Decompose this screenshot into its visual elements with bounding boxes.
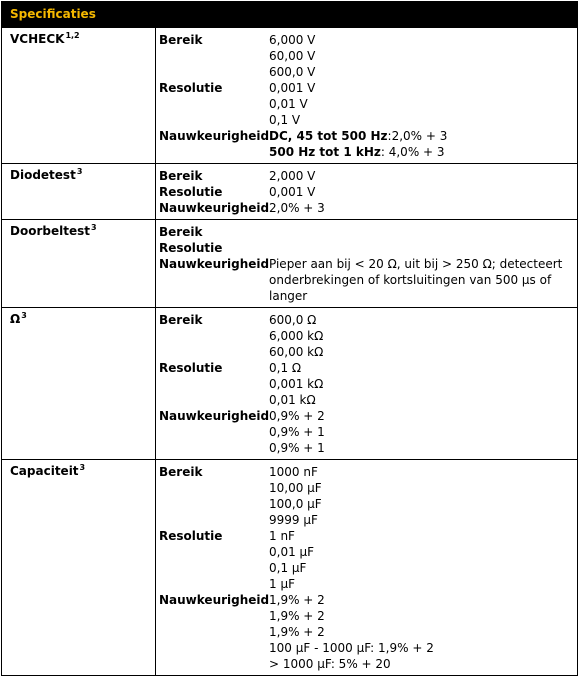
spec-value: 1000 nF [269,465,318,479]
spec-row-details [156,164,578,220]
spec-group-key: Nauwkeurigheid [159,201,270,215]
spec-value: 0,001 V [269,185,316,199]
spec-row-label [2,28,156,164]
spec-group-values [269,408,573,456]
spec-group [159,224,573,240]
spec-group-values [269,80,573,128]
spec-value: 2,0% + 3 [269,201,325,215]
spec-row [2,460,578,676]
spec-group [159,128,573,160]
spec-group [159,408,573,456]
spec-group-key: Bereik [159,169,203,183]
spec-value: 100 μF - 1000 μF: 1,9% + 2 [269,641,434,655]
spec-value: 0,1 Ω [269,361,302,375]
spec-value: 100,0 μF [269,497,322,511]
footnote-marker: 3 [21,311,27,320]
spec-group-key: Resolutie [159,361,223,375]
spec-value-condition: 500 Hz tot 1 kHz [269,145,381,159]
spec-name: Diodetest [10,168,76,182]
spec-group-key: Bereik [159,33,203,47]
spec-group-values [269,32,573,80]
spec-group-key: Resolutie [159,185,223,199]
spec-group [159,360,573,408]
spec-group-values [269,312,573,360]
spec-group-values [269,360,573,408]
spec-group-key: Bereik [159,225,203,239]
spec-value: 1,9% + 2 [269,593,325,607]
spec-group-values [269,256,573,304]
spec-value: 600,0 Ω [269,313,317,327]
spec-group [159,200,573,216]
spec-value: 1 μF [269,577,295,591]
spec-value: 6,000 V [269,33,316,47]
spec-value: 0,9% + 1 [269,441,325,455]
spec-group [159,256,573,304]
spec-row-details [156,28,578,164]
spec-group-values [269,528,573,592]
spec-row-label [2,164,156,220]
spec-value [269,240,573,256]
spec-group [159,592,573,672]
spec-row-details [156,220,578,308]
spec-value: 0,01 V [269,97,308,111]
spec-group [159,464,573,528]
spec-value: 0,01 kΩ [269,393,316,407]
spec-group-key: Resolutie [159,81,223,95]
spec-group-values [269,128,573,160]
footnote-marker: 3 [90,223,97,232]
spec-row-label [2,220,156,308]
specs-header [1,1,578,27]
spec-value: 2,000 V [269,169,316,183]
spec-value: 60,00 kΩ [269,345,324,359]
spec-value: 0,001 V [269,81,316,95]
spec-name: Ω [10,312,21,326]
spec-row [2,220,578,308]
spec-value: 1,9% + 2 [269,625,325,639]
spec-group-values [269,592,573,672]
spec-group-key: Bereik [159,313,203,327]
spec-table-body [2,28,578,676]
spec-document [1,1,578,683]
spec-row [2,308,578,460]
spec-group-values [269,200,573,216]
spec-value-condition: DC, 45 tot 500 Hz [269,129,388,143]
footnote-marker: 1,2 [65,31,80,40]
spec-group-values [269,224,573,240]
spec-value: Pieper aan bij < 20 Ω, uit bij > 250 Ω; detecteert onderbrekingen of kortsluitingen van 500 μs of langer [269,257,563,303]
spec-table [1,27,578,676]
spec-name: VCHECK [10,32,65,46]
spec-group [159,168,573,184]
spec-value: 600,0 V [269,65,316,79]
spec-value: 10,00 μF [269,481,322,495]
spec-group [159,184,573,200]
spec-value [269,128,573,144]
specs-title: Specificaties [10,7,96,21]
footnote-marker: 3 [76,167,83,176]
spec-row-label [2,308,156,460]
spec-value: 1,9% + 2 [269,609,325,623]
spec-value: 0,1 μF [269,561,307,575]
spec-value: 0,1 V [269,113,301,127]
spec-name: Doorbeltest [10,224,90,238]
spec-group-key: Bereik [159,465,203,479]
spec-group-key: Resolutie [159,529,223,543]
spec-group-values [269,184,573,200]
spec-group [159,32,573,80]
spec-row [2,164,578,220]
spec-group-values [269,464,573,528]
spec-value: 9999 μF [269,513,318,527]
spec-name: Capaciteit [10,464,79,478]
spec-value: 0,001 kΩ [269,377,324,391]
spec-value: 60,00 V [269,49,316,63]
spec-value: > 1000 μF: 5% + 20 [269,657,391,671]
spec-group-key: Resolutie [159,241,223,255]
spec-group-key: Nauwkeurigheid [159,129,270,143]
spec-row-label [2,460,156,676]
spec-value [269,224,573,240]
spec-group [159,80,573,128]
spec-value: 0,9% + 1 [269,425,325,439]
spec-value [269,144,573,160]
spec-group-key: Nauwkeurigheid [159,409,270,423]
spec-group [159,240,573,256]
spec-group-values [269,240,573,256]
spec-row [2,28,578,164]
spec-value: 0,01 μF [269,545,315,559]
spec-group [159,312,573,360]
spec-value: 6,000 kΩ [269,329,324,343]
spec-row-details [156,308,578,460]
spec-group-key: Nauwkeurigheid [159,593,270,607]
spec-group-values [269,168,573,184]
spec-value: 1 nF [269,529,295,543]
spec-value-text: : 4,0% + 3 [380,145,445,159]
spec-row-details [156,460,578,676]
footnote-marker: 3 [79,463,86,472]
spec-value: 0,9% + 2 [269,409,325,423]
spec-group [159,528,573,592]
spec-value-text: :2,0% + 3 [387,129,448,143]
spec-group-key: Nauwkeurigheid [159,257,270,271]
